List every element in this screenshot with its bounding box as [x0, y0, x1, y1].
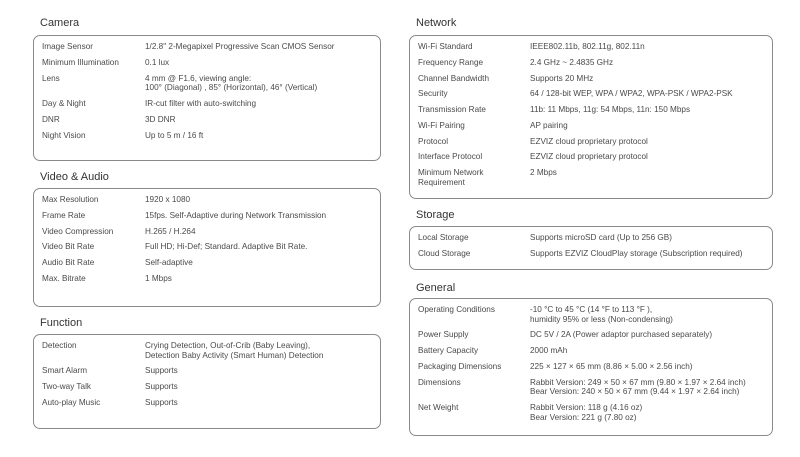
spec-label: Audio Bit Rate [42, 258, 95, 268]
spec-label: Wi-Fi Pairing [418, 120, 465, 130]
spec-row [418, 233, 772, 243]
general-title: General [416, 282, 456, 294]
spec-label: Cloud Storage [418, 248, 471, 258]
spec-value: Supports microSD card (Up to 256 GB) [530, 233, 672, 242]
spec-row [418, 305, 772, 324]
spec-label: Transmission Rate [418, 105, 486, 115]
spec-value: IEEE802.11b, 802.11g, 802.11n [530, 42, 645, 51]
spec-value: DC 5V / 2A (Power adaptor purchased separately) [530, 330, 713, 340]
spec-value: 11b: 11 Mbps, 11g: 54 Mbps, 11n: 150 Mbps [530, 105, 691, 115]
spec-value: Supports EZVIZ CloudPlay storage (Subscription required) [530, 248, 743, 258]
spec-value: Supports [145, 366, 178, 376]
spec-value: 1920 x 1080 [145, 195, 191, 204]
camera-title: Camera [40, 17, 80, 29]
spec-value: Crying Detection, Out-of-Crib (Baby Leaving), Detection Baby Activity (Smart Human) Detection [145, 341, 324, 360]
spec-value: 3D DNR [145, 114, 176, 124]
spec-value: EZVIZ cloud proprietary protocol [530, 136, 648, 146]
spec-value: Rabbit Version: 118 g (4.16 oz) Bear Version: 221 g (7.80 oz) [530, 403, 643, 422]
storage-rows [418, 233, 772, 258]
spec-value: Rabbit Version: 249 × 50 × 67 mm (9.80 × 1.97 × 2.64 inch) Bear Version: 240 × 50 × 67 mm (9.44 × 1.97 × 2.64 inch) [530, 377, 746, 397]
spec-label: Wi-Fi Standard [418, 42, 473, 51]
spec-label: Lens [42, 73, 60, 83]
spec-row [418, 152, 772, 162]
camera-box [33, 35, 381, 161]
general-box [409, 298, 773, 436]
spec-row [42, 195, 380, 205]
network-rows [418, 42, 772, 187]
spec-value: IR-cut filter with auto-switching [145, 98, 257, 108]
spec-row [418, 378, 772, 397]
spec-row [42, 382, 380, 392]
spec-label: Max Resolution [42, 195, 99, 204]
spec-value: 2 Mbps [530, 168, 557, 178]
general-rows [418, 305, 772, 422]
spec-row [42, 115, 380, 125]
spec-row [418, 42, 772, 52]
spec-value: Supports [145, 397, 178, 407]
spec-row [418, 121, 772, 131]
spec-label: Interface Protocol [418, 152, 483, 162]
function-box [33, 334, 381, 429]
network-box [409, 35, 773, 199]
spec-label: Net Weight [418, 403, 459, 413]
storage-title: Storage [416, 209, 455, 221]
function-title: Function [40, 317, 83, 329]
spec-row [418, 168, 772, 187]
spec-value: Supports [145, 382, 178, 392]
spec-label: Battery Capacity [418, 346, 479, 356]
spec-label: Frequency Range [418, 57, 484, 67]
video-audio-box [33, 188, 381, 307]
spec-row [42, 341, 380, 360]
spec-label: Video Bit Rate [42, 242, 95, 252]
spec-label: Power Supply [418, 330, 469, 340]
spec-label: Operating Conditions [418, 305, 495, 314]
spec-row [42, 227, 380, 237]
spec-label: Dimensions [418, 377, 461, 387]
spec-label: Max. Bitrate [42, 273, 86, 283]
spec-label: Day & Night [42, 98, 86, 108]
spec-row [418, 74, 772, 84]
spec-row [418, 249, 772, 259]
spec-value: 15fps. Self-Adaptive during Network Transmission [145, 210, 327, 220]
spec-label: Frame Rate [42, 210, 86, 220]
spec-label: Detection [42, 341, 77, 350]
spec-row [42, 74, 380, 93]
spec-value: H.265 / H.264 [145, 226, 196, 236]
spec-row [42, 99, 380, 109]
spec-row [42, 398, 380, 408]
spec-row [42, 366, 380, 376]
spec-row [42, 131, 380, 141]
spec-value: Supports 20 MHz [530, 73, 594, 83]
function-rows [42, 341, 380, 408]
spec-label: Smart Alarm [42, 366, 88, 376]
spec-row [42, 274, 380, 284]
spec-label: Video Compression [42, 226, 114, 236]
spec-value: Full HD; Hi-Def; Standard. Adaptive Bit Rate. [145, 242, 308, 252]
spec-row [418, 362, 772, 372]
network-title: Network [416, 17, 457, 29]
spec-label: Image Sensor [42, 42, 93, 51]
spec-label: Minimum Illumination [42, 57, 119, 67]
spec-row [418, 330, 772, 340]
spec-label: Minimum Network Requirement [418, 168, 484, 187]
spec-label: DNR [42, 114, 60, 124]
spec-row [418, 346, 772, 356]
spec-value: AP pairing [530, 120, 568, 130]
spec-value: 64 / 128-bit WEP, WPA / WPA2, WPA-PSK / WPA2-PSK [530, 89, 733, 99]
spec-row [42, 258, 380, 268]
spec-label: Packaging Dimensions [418, 361, 502, 371]
spec-row [418, 137, 772, 147]
spec-row [418, 89, 772, 99]
storage-box [409, 226, 773, 270]
spec-value: Up to 5 m / 16 ft [145, 130, 204, 140]
spec-value: EZVIZ cloud proprietary protocol [530, 152, 648, 162]
spec-value: 1/2.8" 2-Megapixel Progressive Scan CMOS Sensor [145, 42, 335, 51]
spec-label: Night Vision [42, 130, 86, 140]
spec-row [418, 105, 772, 115]
spec-value: 0.1 lux [145, 57, 170, 67]
spec-value: 225 × 127 × 65 mm (8.86 × 5.00 × 2.56 inch) [530, 361, 693, 371]
spec-value: -10 °C to 45 °C (14 °F to 113 °F ), humidity 95% or less (Non-condensing) [530, 305, 673, 324]
spec-row [418, 403, 772, 422]
spec-label: Protocol [418, 136, 449, 146]
camera-rows [42, 42, 380, 140]
spec-row [42, 58, 380, 68]
video-audio-title: Video & Audio [40, 171, 109, 183]
video-audio-rows [42, 195, 380, 284]
spec-row [42, 211, 380, 221]
spec-row [418, 58, 772, 68]
spec-label: Security [418, 89, 448, 99]
spec-row [42, 42, 380, 52]
spec-label: Local Storage [418, 233, 469, 242]
spec-label: Auto-play Music [42, 397, 101, 407]
spec-label: Channel Bandwidth [418, 73, 490, 83]
spec-label: Two-way Talk [42, 382, 91, 392]
spec-value: 2.4 GHz ~ 2.4835 GHz [530, 57, 614, 67]
spec-value: 2000 mAh [530, 346, 568, 356]
spec-value: 1 Mbps [145, 273, 172, 283]
spec-value: 4 mm @ F1.6, viewing angle: 100° (Diagonal) , 85° (Horizontal), 46° (Vertical) [145, 73, 318, 93]
spec-row [42, 242, 380, 252]
spec-value: Self-adaptive [145, 258, 193, 268]
